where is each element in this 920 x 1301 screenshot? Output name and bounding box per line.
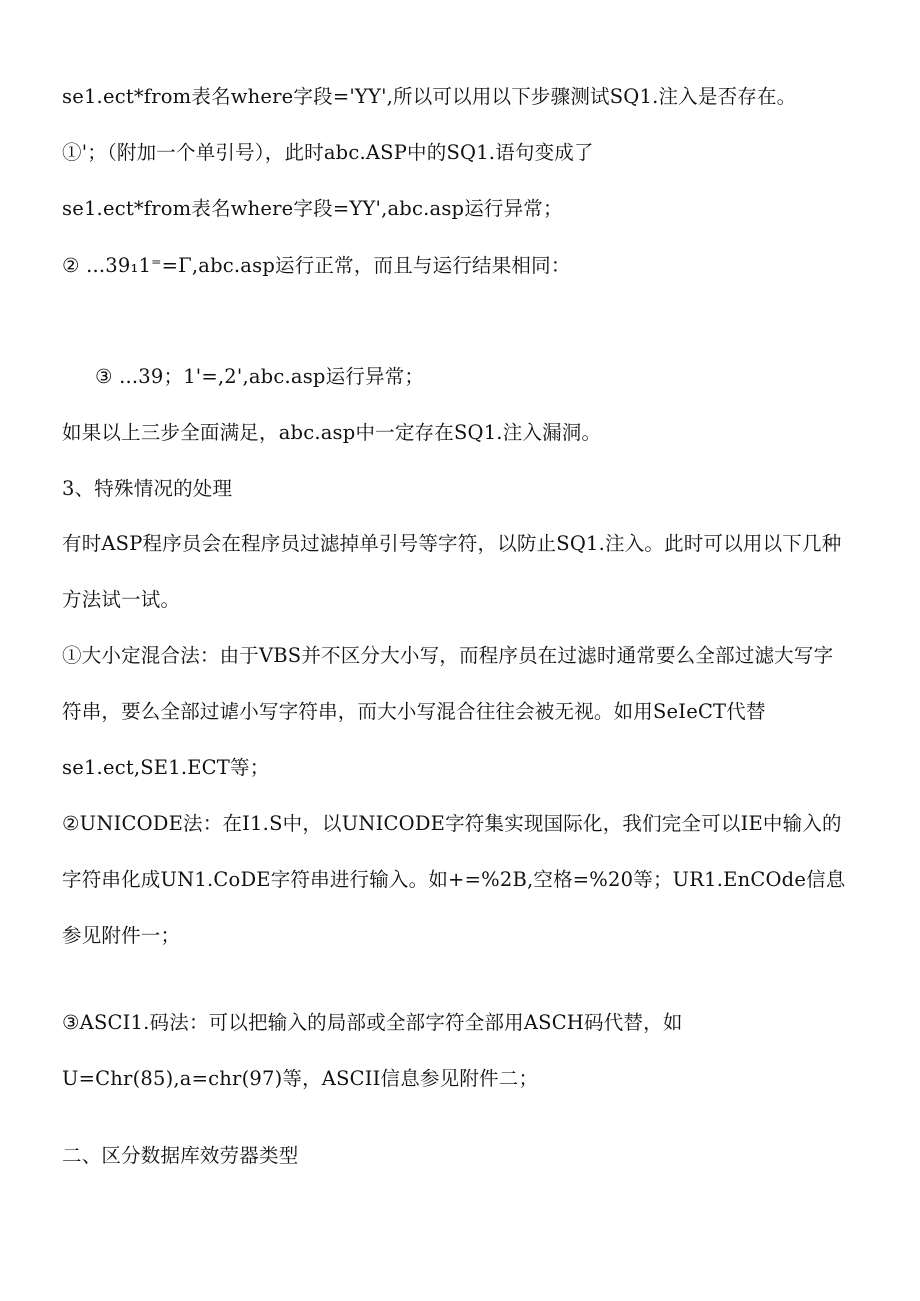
text-line-12: se1.ect,SE1.ECT等；: [62, 756, 270, 779]
text-line-13: ②UNICODE法：在I1.S中，以UNICODE字符集实现国际化，我们完全可以IE中输入的: [62, 812, 842, 835]
text-line-5: ③ ...39；1'=,2',abc.asp运行异常；: [95, 365, 425, 388]
text-line-17: U=Chr(85),a=chr(97)等，ASCII信息参见附件二；: [62, 1067, 539, 1090]
text-line-2: ①'；（附加一个单引号），此时abc.ASP中的SQ1.语句变成了: [62, 141, 594, 164]
text-line-11: 符串，要么全部过谑小写字符串，而大小写混合往往会被无视。如用SeIeCT代替: [62, 700, 766, 723]
text-line-4: ② ...39₁1⁼=Γ,abc.asp运行正常，而且与运行结果相同：: [62, 254, 571, 277]
text-line-9: 方法试一试。: [62, 588, 181, 611]
text-line-10: ①大小定混合法：由于VBS并不区分大小写，而程序员在过滤时通常要么全部过滤大写字: [62, 644, 834, 667]
section-heading-3: 3、特殊情况的处理: [62, 477, 233, 500]
text-line-8: 有时ASP程序员会在程序员过滤掉单引号等字符，以防止SQ1.注入。此时可以用以下几种: [62, 532, 842, 555]
text-line-15: 参见附件一；: [62, 924, 181, 947]
text-line-14: 字符串化成UN1.CoDE字符串进行输入。如+=%2B,空格=%20等；UR1.EnCOde信息: [62, 868, 846, 891]
section-heading-2: 二、区分数据库效劳器类型: [62, 1144, 299, 1167]
text-line-6: 如果以上三步全面满足，abc.asp中一定存在SQ1.注入漏洞。: [62, 421, 602, 444]
text-line-16: ③ASCI1.码法：可以把输入的局部或全部字符全部用ASCH码代替，如: [62, 1011, 683, 1034]
text-line-3: se1.ect*from表名where字段=YY',abc.asp运行异常；: [62, 197, 563, 220]
text-line-1: se1.ect*from表名where字段='YY',所以可以用以下步骤测试SQ1.注入是否存在。: [62, 85, 797, 108]
